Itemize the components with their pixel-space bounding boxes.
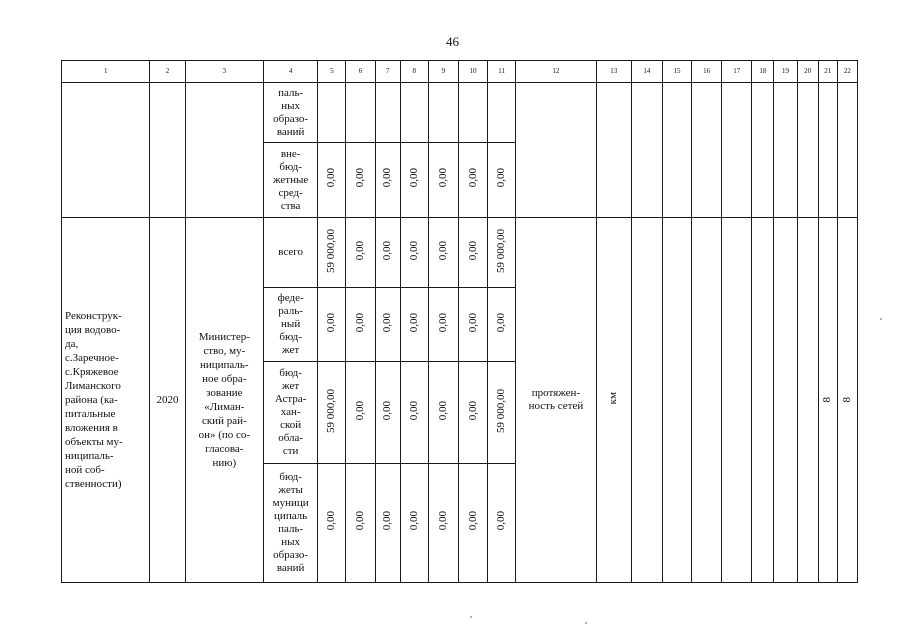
- table-row: [62, 83, 858, 143]
- empty-cell: [722, 218, 752, 583]
- empty-cell: [752, 83, 774, 218]
- year-cell-continued: [150, 83, 185, 218]
- value-cell: 0,00: [375, 218, 400, 288]
- value-cell: 0,00: [346, 464, 375, 583]
- col-number: 1: [62, 61, 150, 83]
- empty-cell: [818, 83, 837, 218]
- col-number: 14: [631, 61, 662, 83]
- value-cell: 0,00: [428, 218, 458, 288]
- col-number: 19: [774, 61, 797, 83]
- value-cell: 0,00: [400, 143, 428, 218]
- value-cell: 0,00: [428, 464, 458, 583]
- col-number: 18: [752, 61, 774, 83]
- value-cell: 59 000,00: [318, 362, 346, 464]
- indicator-cell: протяжен- ность сетей: [516, 218, 596, 583]
- value-cell: 0,00: [318, 288, 346, 362]
- col-number: 17: [722, 61, 752, 83]
- col-number: 2: [150, 61, 185, 83]
- value-cell: 0,00: [428, 143, 458, 218]
- value-cell: 0,00: [458, 464, 487, 583]
- funding-source-cell: вне- бюд- жетные сред- ства: [264, 143, 318, 218]
- value-cell: 0,00: [375, 143, 400, 218]
- value-cell: 0,00: [488, 143, 516, 218]
- empty-cell: [774, 218, 797, 583]
- empty-cell: [752, 218, 774, 583]
- col-number: 9: [428, 61, 458, 83]
- value-cell: 0,00: [318, 464, 346, 583]
- value-cell: [318, 83, 346, 143]
- value-cell: 59 000,00: [488, 218, 516, 288]
- value-cell: 0,00: [488, 464, 516, 583]
- empty-cell: [662, 218, 691, 583]
- empty-cell: [662, 83, 691, 218]
- page-number: 46: [446, 34, 459, 49]
- name-cell-continued: [62, 83, 150, 218]
- empty-cell: [631, 83, 662, 218]
- col-number: 11: [488, 61, 516, 83]
- funding-source-cell: всего: [264, 218, 318, 288]
- scan-speck: [585, 622, 587, 624]
- year-cell: 2020: [150, 218, 185, 583]
- value-cell: 59 000,00: [488, 362, 516, 464]
- indicator-cell-continued: [516, 83, 596, 218]
- col-number: 3: [185, 61, 263, 83]
- value-cell: 59 000,00: [318, 218, 346, 288]
- value-cell: 0,00: [400, 362, 428, 464]
- value-cell: 0,00: [375, 362, 400, 464]
- empty-cell: [692, 83, 722, 218]
- col-number: 16: [692, 61, 722, 83]
- empty-cell: [797, 83, 818, 218]
- value-cell: [488, 83, 516, 143]
- col-number: 6: [346, 61, 375, 83]
- value-cell: 0,00: [346, 288, 375, 362]
- value-cell: 0,00: [375, 288, 400, 362]
- value-cell: 0,00: [400, 218, 428, 288]
- col-number: 5: [318, 61, 346, 83]
- value-cell: [346, 83, 375, 143]
- empty-cell: [722, 83, 752, 218]
- value-cell: [458, 83, 487, 143]
- value-cell: [400, 83, 428, 143]
- value-cell: 0,00: [346, 218, 375, 288]
- funding-source-cell: бюд- жеты муници ципаль паль- ных образо- ваний: [264, 464, 318, 583]
- col-number: 20: [797, 61, 818, 83]
- funding-source-cell: феде- раль- ный бюд- жет: [264, 288, 318, 362]
- value-cell: 0,00: [400, 464, 428, 583]
- target-value-cell: 8: [818, 218, 837, 583]
- unit-cell-continued: [596, 83, 631, 218]
- value-cell: 0,00: [346, 143, 375, 218]
- value-cell: 0,00: [400, 288, 428, 362]
- value-cell: 0,00: [375, 464, 400, 583]
- col-number: 10: [458, 61, 487, 83]
- col-number: 13: [596, 61, 631, 83]
- value-cell: 0,00: [458, 362, 487, 464]
- col-number: 8: [400, 61, 428, 83]
- col-number: 15: [662, 61, 691, 83]
- value-cell: 0,00: [346, 362, 375, 464]
- value-cell: 0,00: [318, 143, 346, 218]
- col-number: 4: [264, 61, 318, 83]
- column-number-row: [62, 61, 858, 83]
- project-name-cell: Реконструк- ция водово- да, с.Заречное- с.Кряжевое Лиманского района (ка- питальные вложения в объекты му- ниципаль- ной соб- ственности): [62, 218, 150, 583]
- funding-source-cell: паль- ных образо- ваний: [264, 83, 318, 143]
- table-row: [62, 218, 858, 288]
- empty-cell: [631, 218, 662, 583]
- value-cell: [428, 83, 458, 143]
- financing-table: [61, 60, 858, 583]
- empty-cell: [774, 83, 797, 218]
- empty-cell: [692, 218, 722, 583]
- executor-cell-continued: [185, 83, 263, 218]
- target-value-cell: 8: [837, 218, 857, 583]
- executor-cell: Министер- ство, му- ниципаль- ное обра- зование «Лиман- ский рай- он» (по со- гласова- нию): [185, 218, 263, 583]
- empty-cell: [797, 218, 818, 583]
- col-number: 12: [516, 61, 596, 83]
- value-cell: 0,00: [428, 288, 458, 362]
- value-cell: 0,00: [428, 362, 458, 464]
- value-cell: 0,00: [458, 288, 487, 362]
- col-number: 22: [837, 61, 857, 83]
- value-cell: 0,00: [488, 288, 516, 362]
- funding-source-cell: бюд- жет Астра- хан- ской обла- сти: [264, 362, 318, 464]
- empty-cell: [837, 83, 857, 218]
- col-number: 21: [818, 61, 837, 83]
- scan-speck: [470, 616, 472, 618]
- col-number: 7: [375, 61, 400, 83]
- value-cell: 0,00: [458, 143, 487, 218]
- scan-speck: [880, 318, 882, 320]
- value-cell: 0,00: [458, 218, 487, 288]
- value-cell: [375, 83, 400, 143]
- unit-cell: км: [596, 218, 631, 583]
